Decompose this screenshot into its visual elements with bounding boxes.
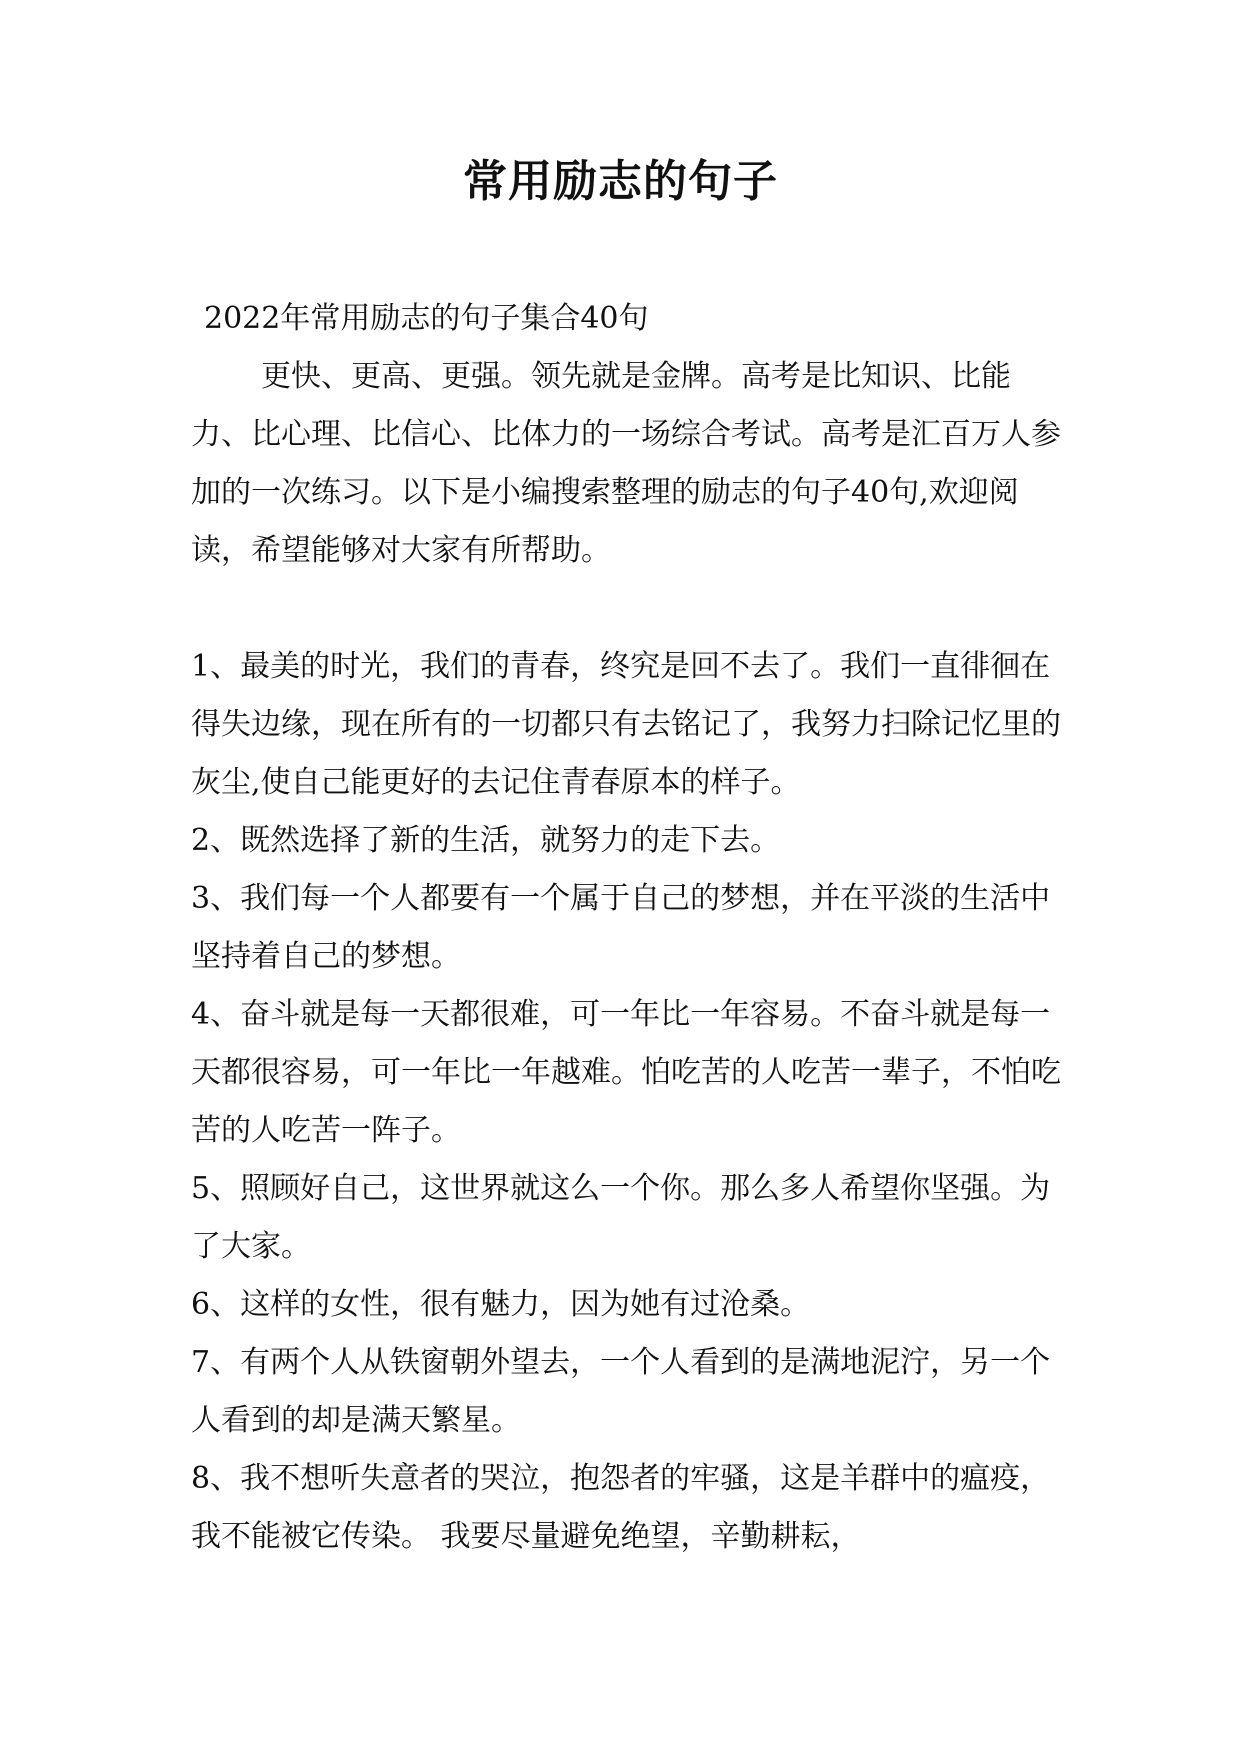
quote-item: 7、有两个人从铁窗朝外望去，一个人看到的是满地泥泞，另一个人看到的却是满天繁星。: [191, 1345, 1051, 1438]
quote-item: 4、奋斗就是每一天都很难，可一年比一年容易。不奋斗就是每一天都很容易，可一年比一年越难。怕吃苦的人吃苦一辈子，不怕吃苦的人吃苦一阵子。: [191, 997, 1061, 1148]
document-title: 常用励志的句子: [463, 156, 778, 207]
quote-item: 3、我们每一个人都要有一个属于自己的梦想，并在平淡的生活中坚持着自己的梦想。: [191, 881, 1051, 974]
document-subtitle: 2022年常用励志的句子集合40句: [204, 301, 649, 336]
quote-item: 2、既然选择了新的生活，就努力的走下去。: [191, 823, 781, 858]
quote-item: 1、最美的时光，我们的青春，终究是回不去了。我们一直徘徊在得失边缘，现在所有的一切都只有去铭记了，我努力扫除记忆里的灰尘,使自己能更好的去记住青春原本的样子。: [191, 649, 1061, 800]
document-body: [191, 290, 1061, 1566]
quote-item: 6、这样的女性，很有魅力，因为她有过沧桑。: [191, 1287, 811, 1322]
intro-paragraph: 更快、更高、更强。领先就是金牌。高考是比知识、比能力、比心理、比信心、比体力的一场综合考试。高考是汇百万人参加的一次练习。以下是小编搜索整理的励志的句子40句,欢迎阅读，希望能够对大家有所帮助。: [191, 359, 1061, 568]
quote-item: 5、照顾好自己，这世界就这么一个你。那么多人希望你坚强。为了大家。: [191, 1171, 1051, 1264]
paragraph-spacer: [191, 580, 1061, 638]
quote-item: 8、我不想听失意者的哭泣，抱怨者的牢骚，这是羊群中的瘟疫，我不能被它传染。 我要尽量避免绝望，辛勤耕耘，: [191, 1461, 1051, 1554]
